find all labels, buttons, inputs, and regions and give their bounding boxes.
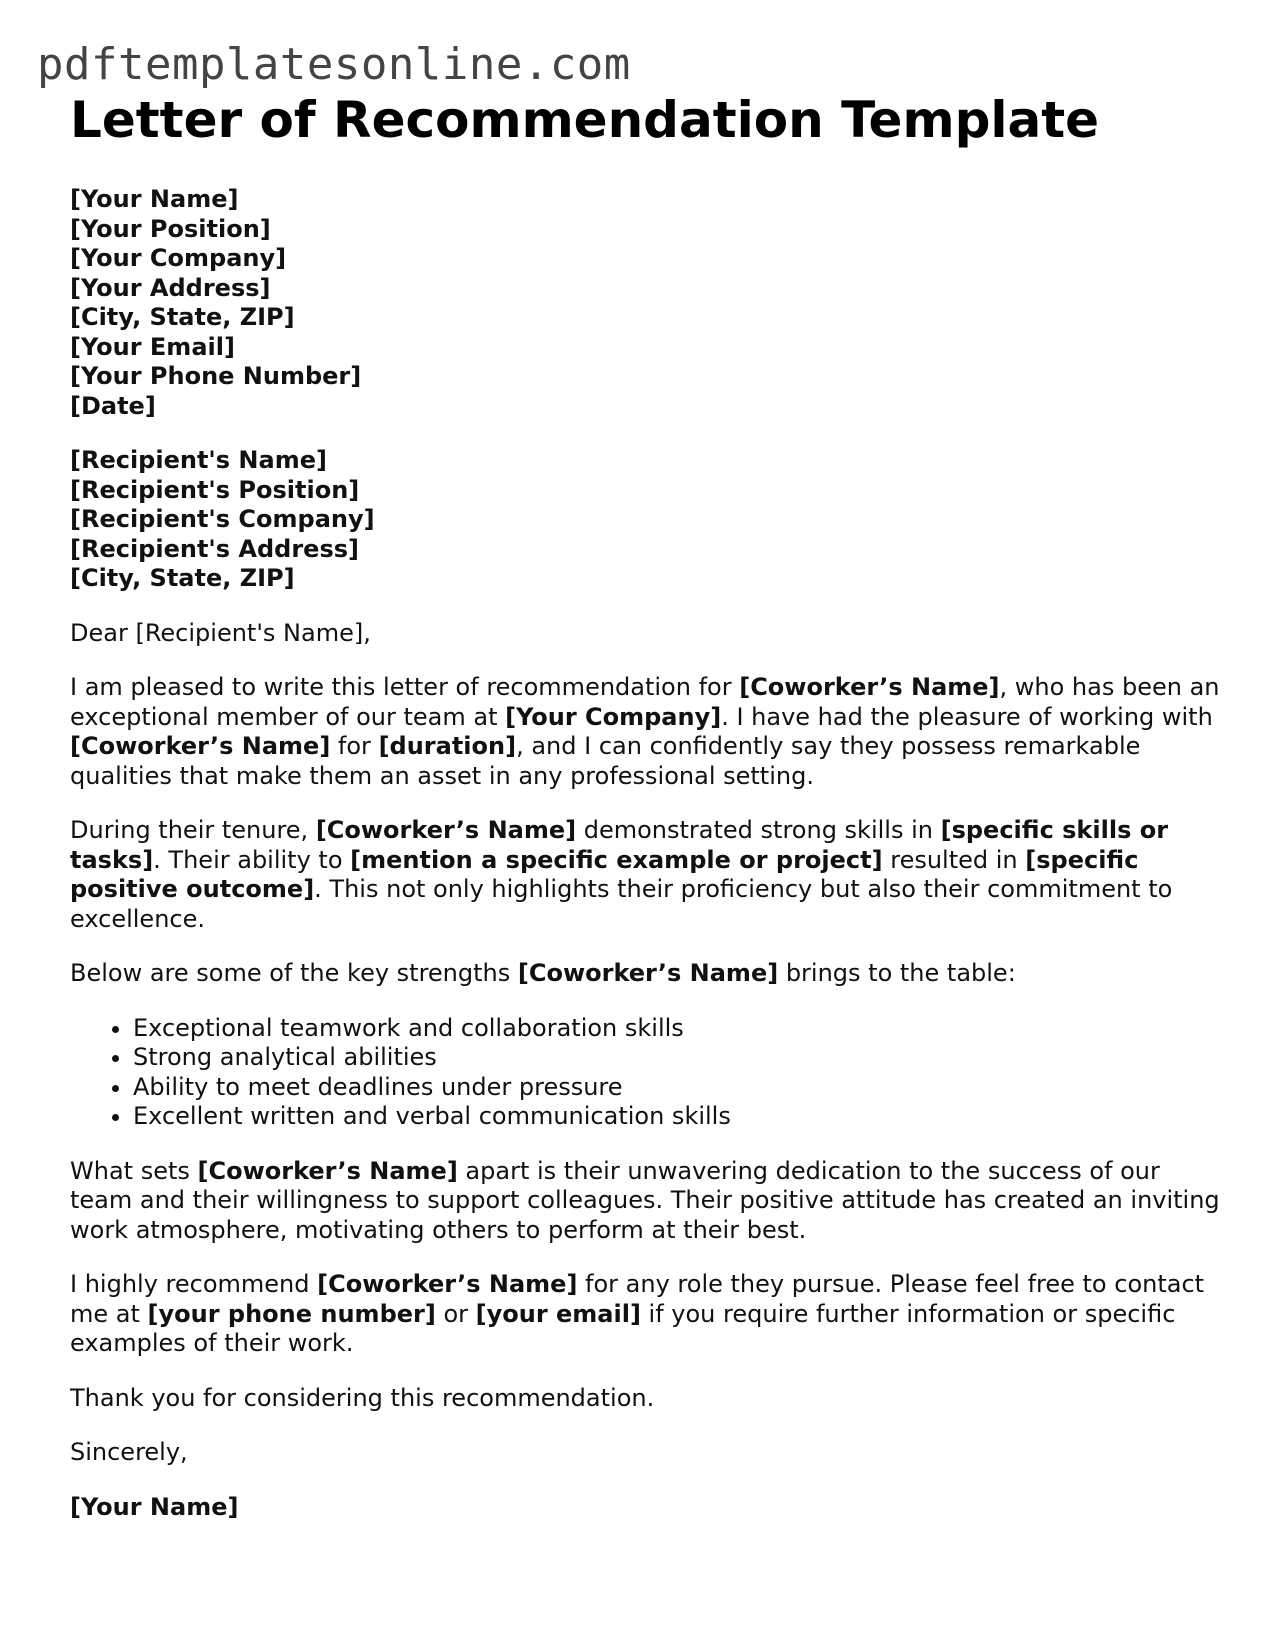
outcome-placeholder: [specific positive outcome] <box>70 845 1139 903</box>
coworker-name-placeholder: [Coworker’s Name] <box>517 959 779 987</box>
paragraph-intro: I am pleased to write this letter of recommendation for [Coworker’s Name], who has been an exceptional member of our team at [Your Company]. I have had the pleasure of working with [Coworker’s Name] for [duration], and I can confidently say they possess remarkable qualities that make them an asset in any professional setting. <box>70 673 1220 790</box>
coworker-name-placeholder: [Coworker’s Name] <box>317 1270 578 1298</box>
letter-page <box>70 90 1220 1522</box>
paragraph-thanks: Thank you for considering this recommendation. <box>70 1383 655 1412</box>
duration-placeholder: [duration] <box>378 732 517 760</box>
signature-name: [Your Name] <box>70 1492 239 1521</box>
list-item: • Exceptional teamwork and collaboration skills <box>133 1014 1220 1044</box>
sender-email: [Your Email] <box>70 332 235 361</box>
paragraph-dedication: What sets [Coworker’s Name] apart is their unwavering dedication to the success of our team and their willingness to support colleagues. Their positive attitude has created an inviting work atmosphere, motivating others to perform at their best. <box>70 1156 1220 1244</box>
sender-name: [Your Name] <box>70 185 239 213</box>
company-placeholder: [Your Company] <box>505 702 722 731</box>
sender-block <box>70 185 1220 421</box>
sender-position: [Your Position] <box>70 214 271 243</box>
recipient-position: [Recipient's Position] <box>70 475 360 504</box>
phone-placeholder: [your phone number] <box>147 1299 436 1328</box>
coworker-name-placeholder: [Coworker’s Name] <box>739 673 1000 701</box>
list-item: • Excellent written and verbal communication skills <box>133 1102 1220 1132</box>
recipient-name: [Recipient's Name] <box>70 446 327 474</box>
example-placeholder: [mention a specific example or project] <box>350 845 883 874</box>
email-placeholder: [your email] <box>475 1299 641 1328</box>
watermark: pdftemplatesonline.com <box>37 39 631 90</box>
recipient-company: [Recipient's Company] <box>70 505 375 533</box>
list-item: • Ability to meet deadlines under pressure <box>133 1073 1220 1103</box>
paragraph-strengths-intro: Below are some of the key strengths [Coworker’s Name] brings to the table: <box>70 959 1016 987</box>
recipient-city-state-zip: [City, State, ZIP] <box>70 564 295 592</box>
recipient-address: [Recipient's Address] <box>70 534 359 563</box>
coworker-name-placeholder: [Coworker’s Name] <box>197 1156 458 1185</box>
strengths-list <box>70 1014 1220 1132</box>
salutation: Dear [Recipient's Name], <box>70 618 371 647</box>
paragraph-recommend: I highly recommend [Coworker’s Name] for any role they pursue. Please feel free to contact me at [your phone number] or [your email] if you require further information or specific examples of their work. <box>70 1270 1205 1357</box>
coworker-name-placeholder: [Coworker’s Name] <box>70 732 331 760</box>
coworker-name-placeholder: [Coworker’s Name] <box>315 816 577 844</box>
list-item: • Strong analytical abilities <box>133 1043 1220 1073</box>
sender-company: [Your Company] <box>70 244 287 272</box>
skills-placeholder: [specific skills or tasks] <box>70 816 1169 874</box>
sender-phone: [Your Phone Number] <box>70 362 362 390</box>
recipient-block <box>70 446 1220 594</box>
page-title: Letter of Recommendation Template <box>70 91 1100 149</box>
sender-city-state-zip: [City, State, ZIP] <box>70 303 295 331</box>
sender-address: [Your Address] <box>70 273 271 302</box>
paragraph-skills: During their tenure, [Coworker’s Name] demonstrated strong skills in [specific skills or tasks]. Their ability to [mention a specific example or project] resulted in [specific positive outcome]. This not only highlights their proficiency but also their commitment to excellence. <box>70 816 1173 933</box>
letter-date: [Date] <box>70 391 156 420</box>
closing: Sincerely, <box>70 1438 188 1466</box>
